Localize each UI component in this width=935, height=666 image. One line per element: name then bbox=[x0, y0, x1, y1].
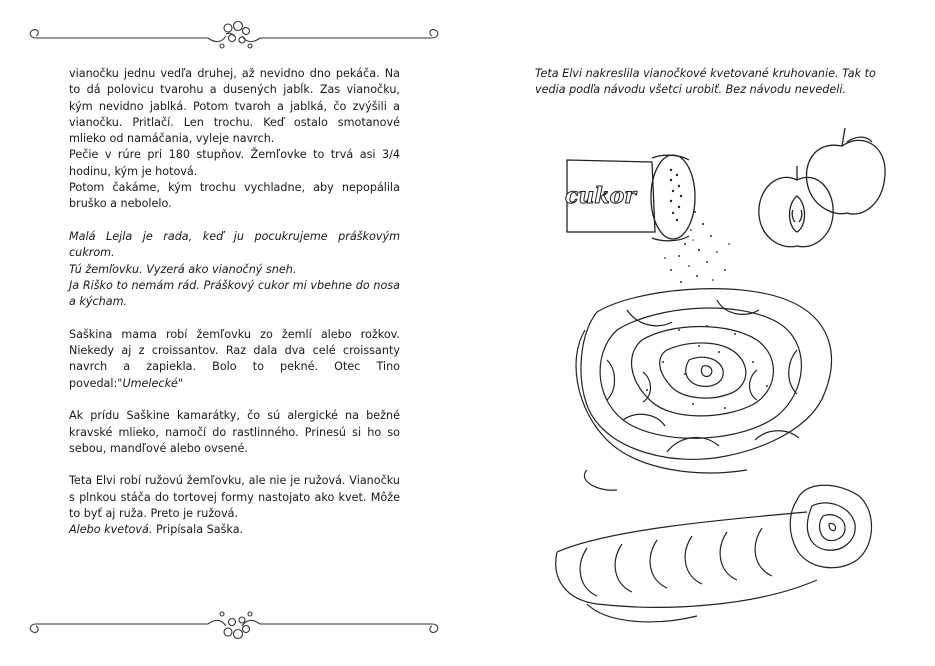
paragraph-1-a: vianočku jednu vedľa druhej, až nevidno dno pekáča. Na to dá polovicu tvarohu a dusených jabĺk. Zas vianočku, kým nevidno jablká. Potom tvaroh a jablká, čo zvýšili a vianočku. Pritlačí. Len trochu. Keď ostalo smotanové mlieko od namáčania, vyleje navrch. bbox=[69, 67, 400, 146]
paragraph-5-tail bbox=[69, 522, 400, 538]
top-ornament bbox=[26, 18, 442, 52]
paragraph-3-quote: Umelecké bbox=[122, 376, 178, 390]
paragraph-2-a: Malá Lejla je rada, keď ju pocukrujeme práškovým cukrom. bbox=[69, 229, 400, 260]
apple-icon bbox=[806, 128, 885, 214]
body-text bbox=[69, 66, 400, 555]
paragraph-1-b: Pečie v rúre pri 180 stupňov. Žemľovke to trvá asi 3/4 hodinu, kým je hotová. bbox=[69, 148, 400, 178]
pastry-sugar-dots bbox=[646, 325, 768, 409]
paragraph-1 bbox=[69, 66, 400, 213]
paragraph-3-text: Saškina mama robí žemľovku zo žemlí alebo rožkov. Niekedy aj z croissantov. Raz dala dva celé croissanty navrch a zapiekla. Bolo to pekné. Otec Tino povedal: bbox=[69, 327, 400, 390]
sugar-sprinkles bbox=[664, 211, 730, 283]
bottom-ornament bbox=[26, 608, 442, 642]
paragraph-5-italic: Alebo kvetová. bbox=[69, 523, 153, 537]
paragraph-2-b: Tú žemľovku. Vyzerá ako vianočný sneh. bbox=[69, 262, 297, 276]
shaker-label: cukor bbox=[565, 183, 636, 209]
illustration bbox=[467, 0, 935, 666]
paragraph-1-c: Potom čakáme, kým trochu vychladne, aby nepopálila bruško a nebolelo. bbox=[69, 181, 400, 211]
rose-pastry-illustration bbox=[576, 289, 831, 491]
paragraph-5-signature: Pripísala Saška. bbox=[152, 523, 244, 537]
paragraph-3-quote-close: " bbox=[177, 376, 184, 390]
illustration-caption: Teta Elvi nakreslila vianočkové kvetované kruhovanie. Tak to vedia podľa návodu všetci urobiť. Bez návodu nevedeli. bbox=[535, 67, 876, 97]
right-page bbox=[467, 0, 935, 666]
paragraph-5 bbox=[69, 473, 400, 538]
paragraph-2-c: Ja Riško to nemám rád. Práškový cukor mi vbehne do nosa a kýcham. bbox=[69, 278, 400, 309]
paragraph-3 bbox=[69, 327, 400, 392]
paragraph-3-quote-open: " bbox=[117, 376, 123, 390]
rolled-dough-illustration bbox=[556, 485, 872, 622]
paragraph-5-text: Teta Elvi robí ružovú žemľovku, ale nie je ružová. Vianočku s plnkou stáča do tortovej formy nastojato ako kvet. Môže to byť aj ruža. Preto je ružová. bbox=[69, 474, 400, 521]
paragraph-4: Ak prídu Saškine kamarátky, čo sú alergické na bežné kravské mlieko, namočí do rastlinného. Prinesú si ho so sebou, mandľové alebo ovsené. bbox=[69, 409, 400, 455]
left-page bbox=[0, 0, 467, 666]
paragraph-2 bbox=[69, 229, 400, 310]
